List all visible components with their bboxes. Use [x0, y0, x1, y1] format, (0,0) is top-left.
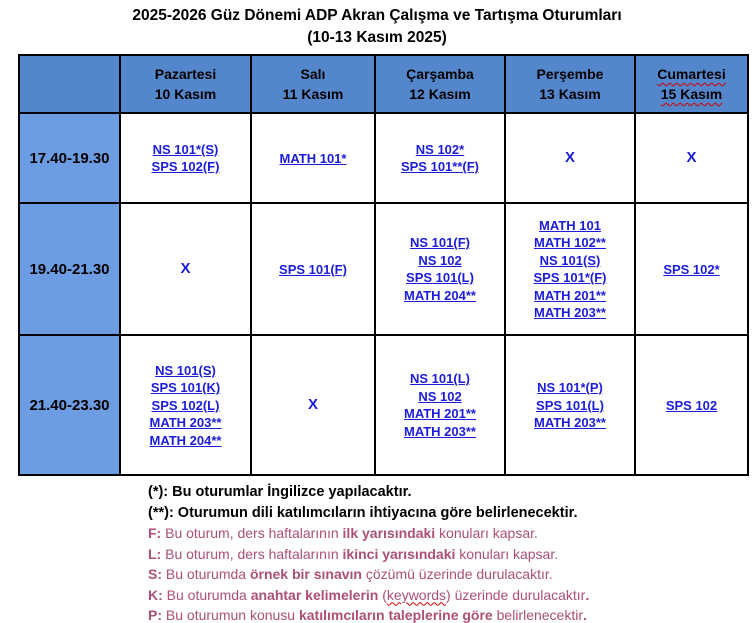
schedule-cell [251, 203, 375, 335]
day-name: Pazartesi [154, 66, 217, 82]
course-link[interactable]: MATH 204** [403, 287, 476, 303]
footnote-segment: belirlenecektir [492, 607, 583, 623]
day-header-1 [251, 55, 375, 113]
schedule-cell [635, 203, 748, 335]
course-link[interactable]: NS 101(S) [155, 362, 216, 378]
course-link[interactable]: MATH 201** [533, 287, 606, 303]
footnote-segment: çözümü üzerinde durulacaktır. [361, 566, 553, 582]
day-name: Salı [300, 66, 326, 82]
course-link[interactable]: MATH 203** [149, 415, 222, 430]
course-link[interactable]: SPS 102 [665, 397, 718, 413]
schedule-cell [120, 335, 251, 475]
course-link[interactable]: SPS 101**(F) [400, 159, 480, 175]
course-link[interactable]: SPS 102(F) [151, 159, 220, 175]
day-date: 11 Kasım [282, 86, 344, 102]
course-link[interactable]: NS 101(F) [410, 235, 470, 251]
day-name: Perşembe [536, 66, 604, 82]
title-line-1: 2025-2026 Güz Dönemi ADP Akran Çalışma ve Tartışma Oturumları [132, 7, 622, 24]
no-session-x: X [564, 149, 575, 166]
footnote-segment: Bu oturumda [162, 586, 251, 603]
day-date: 15 Kasım [660, 86, 723, 102]
course-link[interactable]: SPS 102* [663, 261, 720, 277]
course-link[interactable]: NS 101*(S) [152, 141, 219, 157]
schedule-cell [251, 113, 375, 203]
day-name: Cumartesi [657, 66, 726, 82]
footnote-line [148, 585, 754, 606]
footnote-segment: konuları kapsar. [455, 545, 559, 562]
footnote-segment: Bu oturum, ders haftalarının [161, 545, 343, 562]
schedule-cell [375, 203, 505, 335]
course-link[interactable]: SPS 101(F) [279, 261, 347, 277]
course-link[interactable]: SPS 101(L) [406, 270, 474, 286]
footnote-segment: ( [378, 586, 387, 603]
course-link[interactable]: MATH 101* [279, 150, 347, 166]
footnote-segment: keywords [386, 586, 447, 603]
table-row [19, 203, 748, 335]
schedule-cell [505, 203, 635, 335]
footnote-segment: P: [148, 607, 162, 623]
course-link[interactable]: NS 101*(P) [537, 380, 603, 395]
course-link[interactable]: SPS 102(L) [151, 397, 220, 413]
course-link[interactable]: NS 102* [415, 141, 465, 157]
schedule-cell [375, 113, 505, 203]
corner-cell [19, 55, 120, 113]
schedule-cell [120, 203, 251, 335]
footnote-segment: S: [148, 566, 162, 582]
no-session-x: X [686, 149, 697, 166]
course-link[interactable]: SPS 101(K) [150, 380, 221, 395]
schedule-cell [505, 335, 635, 475]
footnote-segment: F: [148, 525, 162, 541]
day-date: 12 Kasım [409, 86, 471, 102]
course-link[interactable]: SPS 101*(F) [533, 270, 607, 286]
footnote-segment: Bu oturumda [162, 566, 250, 582]
schedule-cell [251, 335, 375, 475]
footnote-line [148, 564, 754, 585]
footnote-line [148, 544, 754, 565]
footnote-segment: (**): Oturumun dili katılımcıların ihtiyacına göre belirlenecektir. [148, 504, 578, 521]
footnote-segment: . [585, 586, 590, 603]
table-row [19, 113, 748, 203]
course-link[interactable]: MATH 203** [533, 305, 606, 321]
footnote-segment: örnek bir sınavın [249, 566, 362, 582]
schedule-cell [505, 113, 635, 203]
schedule-cell [635, 113, 748, 203]
day-date: 13 Kasım [539, 86, 601, 102]
course-link[interactable]: NS 102 [418, 388, 462, 404]
time-slot-label: 21.40-23.30 [19, 335, 120, 475]
no-session-x: X [307, 396, 318, 413]
day-header-2 [375, 55, 505, 113]
title-line-2: (10-13 Kasım 2025) [307, 29, 447, 46]
footnote-segment: anahtar kelimelerin [250, 586, 379, 603]
course-link[interactable]: SPS 101(L) [536, 397, 604, 413]
course-link[interactable]: MATH 102** [533, 235, 606, 251]
day-name: Çarşamba [406, 66, 474, 82]
table-row [19, 335, 748, 475]
course-link[interactable]: NS 101(S) [539, 252, 601, 268]
course-link[interactable]: NS 101(L) [410, 371, 470, 387]
footnote-segment: konuları kapsar. [435, 525, 538, 541]
schedule-cell [375, 335, 505, 475]
time-slot-label: 19.40-21.30 [19, 203, 120, 335]
course-link[interactable]: MATH 204** [149, 432, 222, 448]
footnote-line [148, 605, 754, 623]
footnote-line [148, 523, 754, 544]
course-link[interactable]: MATH 101 [539, 217, 601, 233]
no-session-x: X [180, 260, 191, 277]
footnote-segment: K: [148, 586, 163, 603]
footnote-segment: ) üzerinde durulacaktır [446, 586, 586, 603]
schedule-cell [120, 113, 251, 203]
footnote-line [148, 503, 754, 524]
day-date: 10 Kasım [154, 86, 217, 102]
schedule-cell [635, 335, 748, 475]
page-title [0, 0, 754, 49]
course-link[interactable]: NS 102 [418, 252, 462, 268]
footnote-segment: Bu oturum, ders haftalarının [161, 525, 343, 541]
header-row [19, 55, 748, 113]
schedule-table [18, 54, 749, 476]
time-slot-label: 17.40-19.30 [19, 113, 120, 203]
footnote-segment: ilk yarısındaki [342, 525, 436, 541]
footnote-segment: . [583, 607, 587, 623]
footnote-segment: Bu oturumun konusu [162, 607, 299, 623]
course-link[interactable]: MATH 201** [403, 406, 476, 422]
day-header-3 [505, 55, 635, 113]
footnote-line [148, 482, 754, 503]
footnote-segment: (*): Bu oturumlar İngilizce yapılacaktır. [148, 484, 412, 500]
footnote-segment: katılımcıların taleplerine göre [298, 607, 493, 623]
footnote-segment: ikinci yarısındaki [342, 545, 456, 562]
day-header-0 [120, 55, 251, 113]
course-link[interactable]: MATH 203** [403, 423, 476, 439]
course-link[interactable]: MATH 203** [533, 415, 606, 430]
footnote-segment: L: [148, 545, 162, 562]
footnotes [148, 482, 754, 623]
day-header-4 [635, 55, 748, 113]
